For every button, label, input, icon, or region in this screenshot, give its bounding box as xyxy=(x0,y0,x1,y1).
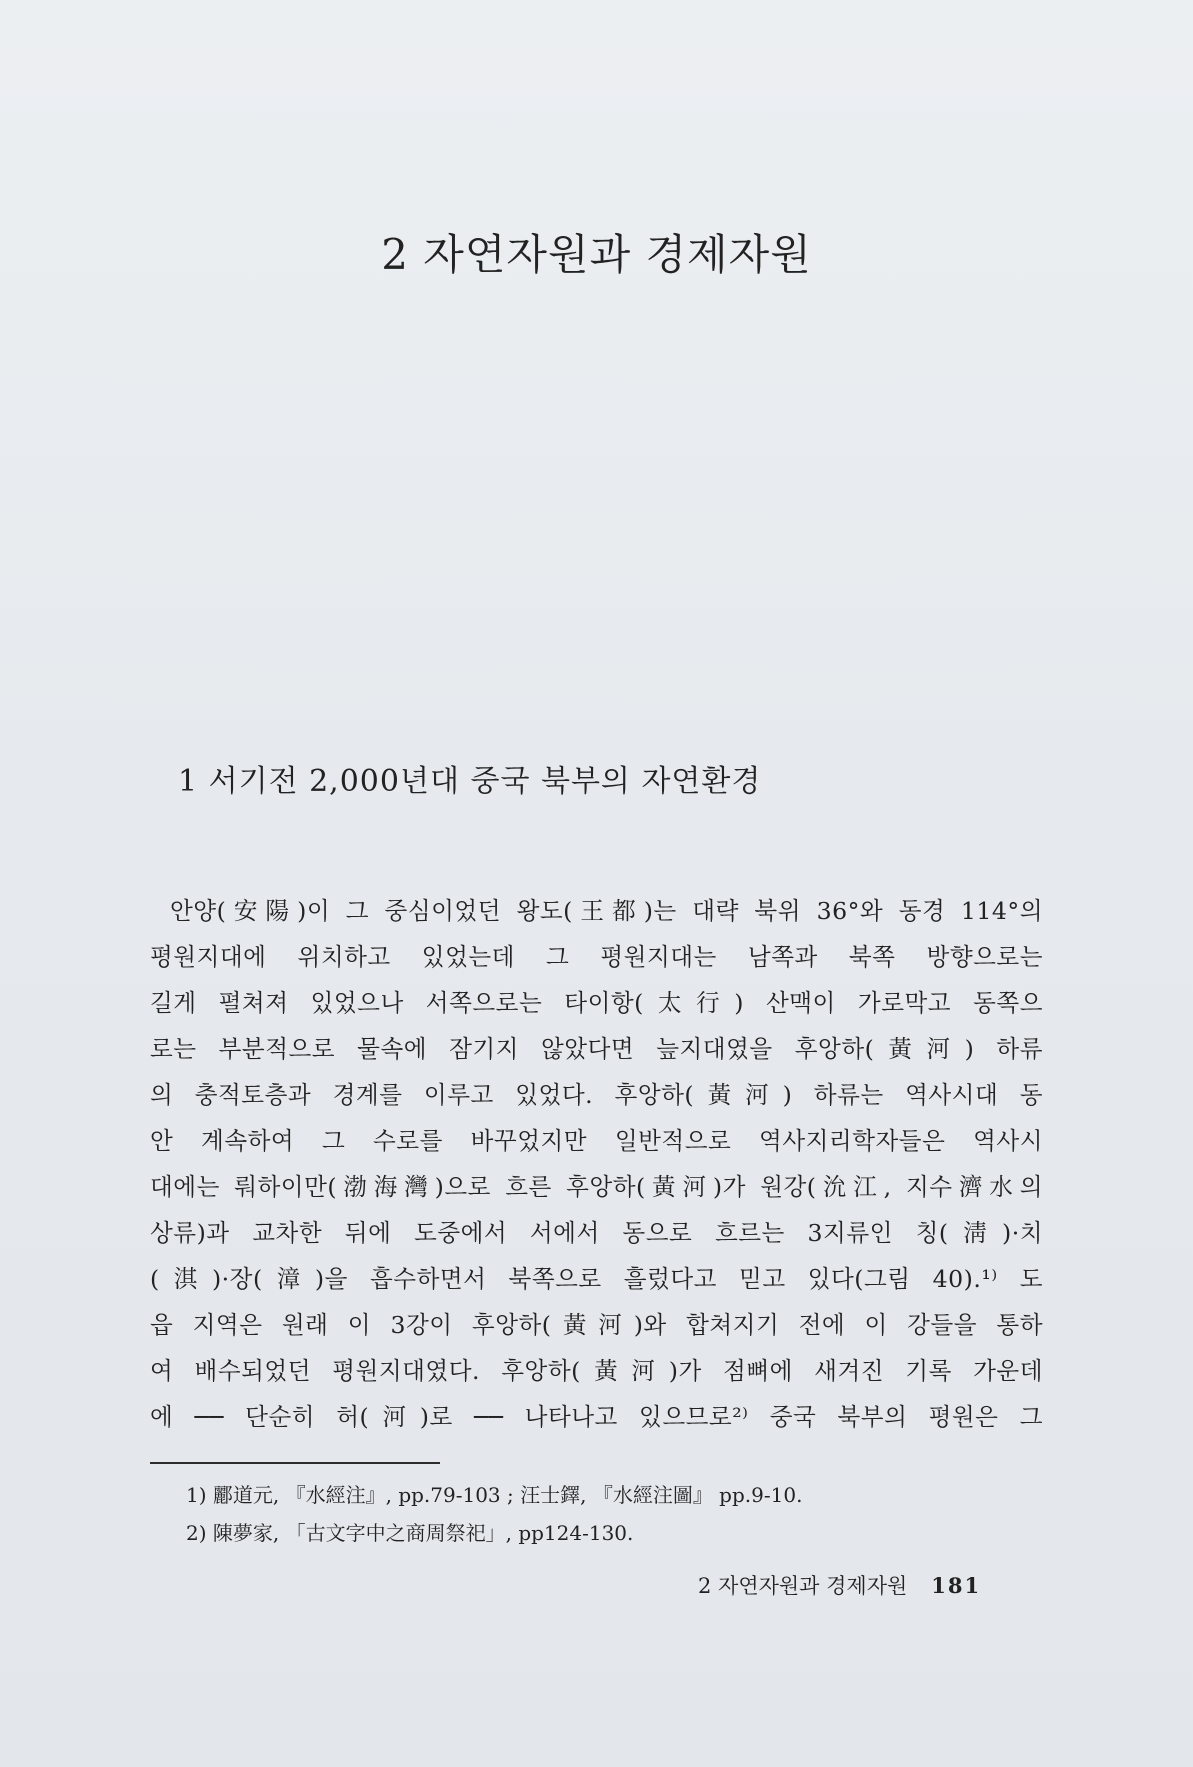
footnote-1: 1) 酈道元, 『水經注』, pp.79-103 ; 汪士鐸, 『水經注圖』 pp.9-10. xyxy=(186,1483,803,1507)
footnote-divider xyxy=(150,1462,440,1464)
footnote-2: 2) 陳夢家, 「古文字中之商周祭祀」, pp124-130. xyxy=(186,1521,634,1545)
running-title: 2 자연자원과 경제자원 xyxy=(698,1574,908,1598)
chapter-title: 2 자연자원과 경제자원 xyxy=(381,230,812,279)
body-line: 의 충적토층과 경계를 이루고 있었다. 후앙하(黃河) 하류는 역사시대 동 xyxy=(150,1081,1043,1109)
body-line: 로는 부분적으로 물속에 잠기지 않았다면 늪지대였을 후앙하(黃河) 하류 xyxy=(150,1035,1043,1063)
body-line: 읍 지역은 원래 이 3강이 후앙하(黃河)와 합쳐지기 전에 이 강들을 통하 xyxy=(150,1311,1043,1339)
body-line: 대에는 뤄하이만(渤海灣)으로 흐른 후앙하(黃河)가 원강(沇江, 지수濟水의 xyxy=(150,1173,1043,1201)
body-paragraph xyxy=(150,888,1043,1440)
body-line: 여 배수되었던 평원지대였다. 후앙하(黃河)가 점뼈에 새겨진 기록 가운데 xyxy=(150,1357,1043,1385)
body-line: 길게 펼쳐져 있었으나 서쪽으로는 타이항(太行) 산맥이 가로막고 동쪽으 xyxy=(150,989,1043,1017)
body-line: 안양(安陽)이 그 중심이었던 왕도(王都)는 대략 북위 36°와 동경 114°의 xyxy=(170,897,1043,925)
section-title: 1 서기전 2,000년대 중국 북부의 자연환경 xyxy=(178,764,762,799)
footnotes xyxy=(186,1476,802,1552)
body-line: (淇)·장(漳)을 흡수하면서 북쪽으로 흘렀다고 믿고 있다(그림 40).¹⁾ 도 xyxy=(150,1265,1043,1293)
page-number: 181 xyxy=(931,1573,982,1598)
body-line: 상류)과 교차한 뒤에 도중에서 서에서 동으로 흐르는 3지류인 칭(淸)·치 xyxy=(150,1219,1043,1247)
body-line: 에 ── 단순히 허(河)로 ── 나타나고 있으므로²⁾ 중국 북부의 평원은 그 xyxy=(150,1403,1043,1431)
running-footer xyxy=(698,1570,981,1600)
body-line: 안 계속하여 그 수로를 바꾸었지만 일반적으로 역사지리학자들은 역사시 xyxy=(150,1127,1043,1155)
body-line: 평원지대에 위치하고 있었는데 그 평원지대는 남쪽과 북쪽 방향으로는 xyxy=(150,943,1043,971)
